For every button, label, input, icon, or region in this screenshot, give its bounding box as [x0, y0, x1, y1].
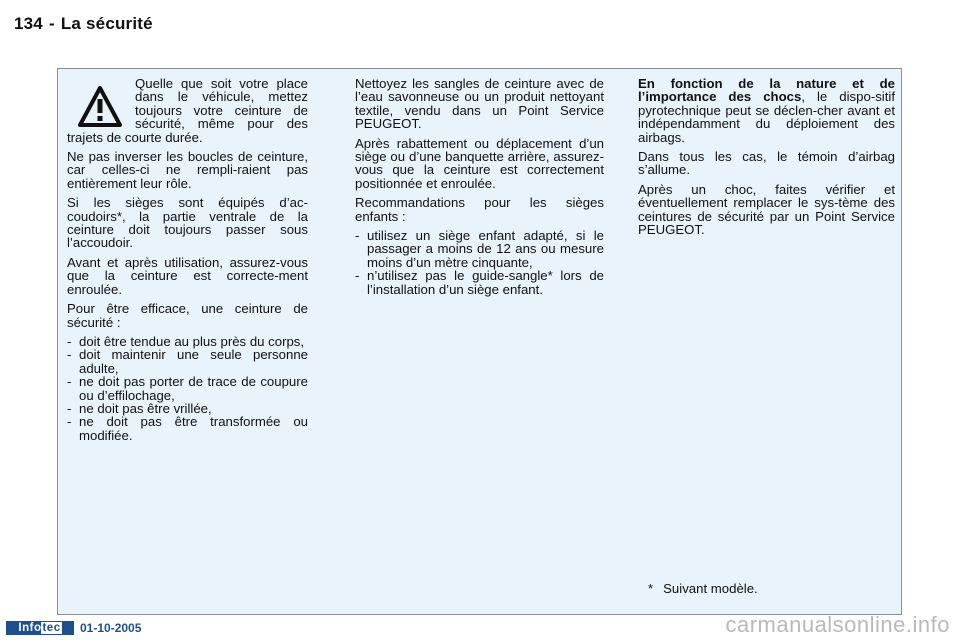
paragraph: Recommandations pour les sièges enfants : [355, 195, 604, 224]
page-title: La sécurité [60, 14, 153, 33]
list-item: - ne doit pas être transformée ou modifiée. [67, 414, 308, 443]
paragraph: Ne pas inverser les boucles de ceinture, car celles-ci ne rempli-raient pas entièrement leur rôle. [67, 149, 308, 191]
header-separator: - [48, 14, 55, 33]
column-3 [638, 77, 895, 242]
logo-part-1: Info [18, 622, 42, 634]
infotec-logo [6, 621, 74, 635]
column-1 [67, 77, 308, 448]
paragraph: Pour être efficace, une ceinture de sécurité : [67, 301, 308, 330]
list-item: - doit maintenir une seule personne adulte, [67, 347, 308, 376]
list-item: - n’utilisez pas le guide-sangle* lors de l’installation d’un siège enfant. [355, 268, 604, 297]
footnote-text: Suivant modèle. [663, 581, 758, 596]
watermark: carmanualsonline.info [725, 612, 950, 637]
paragraph: Dans tous les cas, le témoin d’airbag s’allume. [638, 149, 895, 178]
paragraph: Après rabattement ou déplacement d’un siège ou d’une banquette arrière, assurez-vous que la ceinture est correctement positionnée et enroulée. [355, 135, 604, 191]
page-header [14, 14, 153, 34]
list-item: - ne doit pas être vrillée, [67, 400, 212, 416]
footnote [648, 581, 758, 596]
warning-block [67, 77, 308, 144]
column-2 [355, 77, 604, 302]
paragraph-rest: , le dispo-sitif pyrotechnique peut se déclen-cher avant et indépendamment du déploiement des airbags. [638, 89, 895, 145]
footnote-star: * [648, 581, 654, 596]
warning-text: Quelle que soit votre place dans le véhicule, mettez toujours votre ceinture de sécurité, même pour des trajets de courte durée. [67, 76, 308, 145]
warning-triangle-icon [77, 85, 123, 129]
paragraph [638, 77, 895, 144]
paragraph: Après un choc, faites vérifier et éventuellement remplacer le sys-tème des ceintures de sécurité par un Point Service PEUGEOT. [638, 181, 895, 238]
bold-lead: En fonction de la nature et de l’importance des chocs [638, 76, 895, 105]
paragraph: Si les sièges sont équipés d’ac-coudoirs*, la partie ventrale de la ceinture doit toujours passer sous l’accoudoir. [67, 195, 308, 251]
paragraph: Avant et après utilisation, assurez-vous que la ceinture est correcte-ment enroulée. [67, 254, 308, 297]
page-number: 134 [14, 14, 43, 33]
list-item: - doit être tendue au plus près du corps, [67, 333, 305, 349]
footer-date: 01-10-2005 [80, 621, 142, 635]
content-panel [57, 68, 902, 615]
logo-part-2: tec [42, 622, 61, 634]
belt-requirements-list [67, 335, 308, 442]
list-item: - ne doit pas porter de trace de coupure ou d’effilochage, [67, 374, 308, 403]
child-seat-list [355, 229, 604, 296]
paragraph: Nettoyez les sangles de ceinture avec de l’eau savonneuse ou un produit nettoyant textile, vendu dans un Point Service PEUGEOT. [355, 76, 604, 132]
list-item: - utilisez un siège enfant adapté, si le passager a moins de 12 ans ou mesure moins d’un mètre cinquante, [355, 228, 604, 270]
